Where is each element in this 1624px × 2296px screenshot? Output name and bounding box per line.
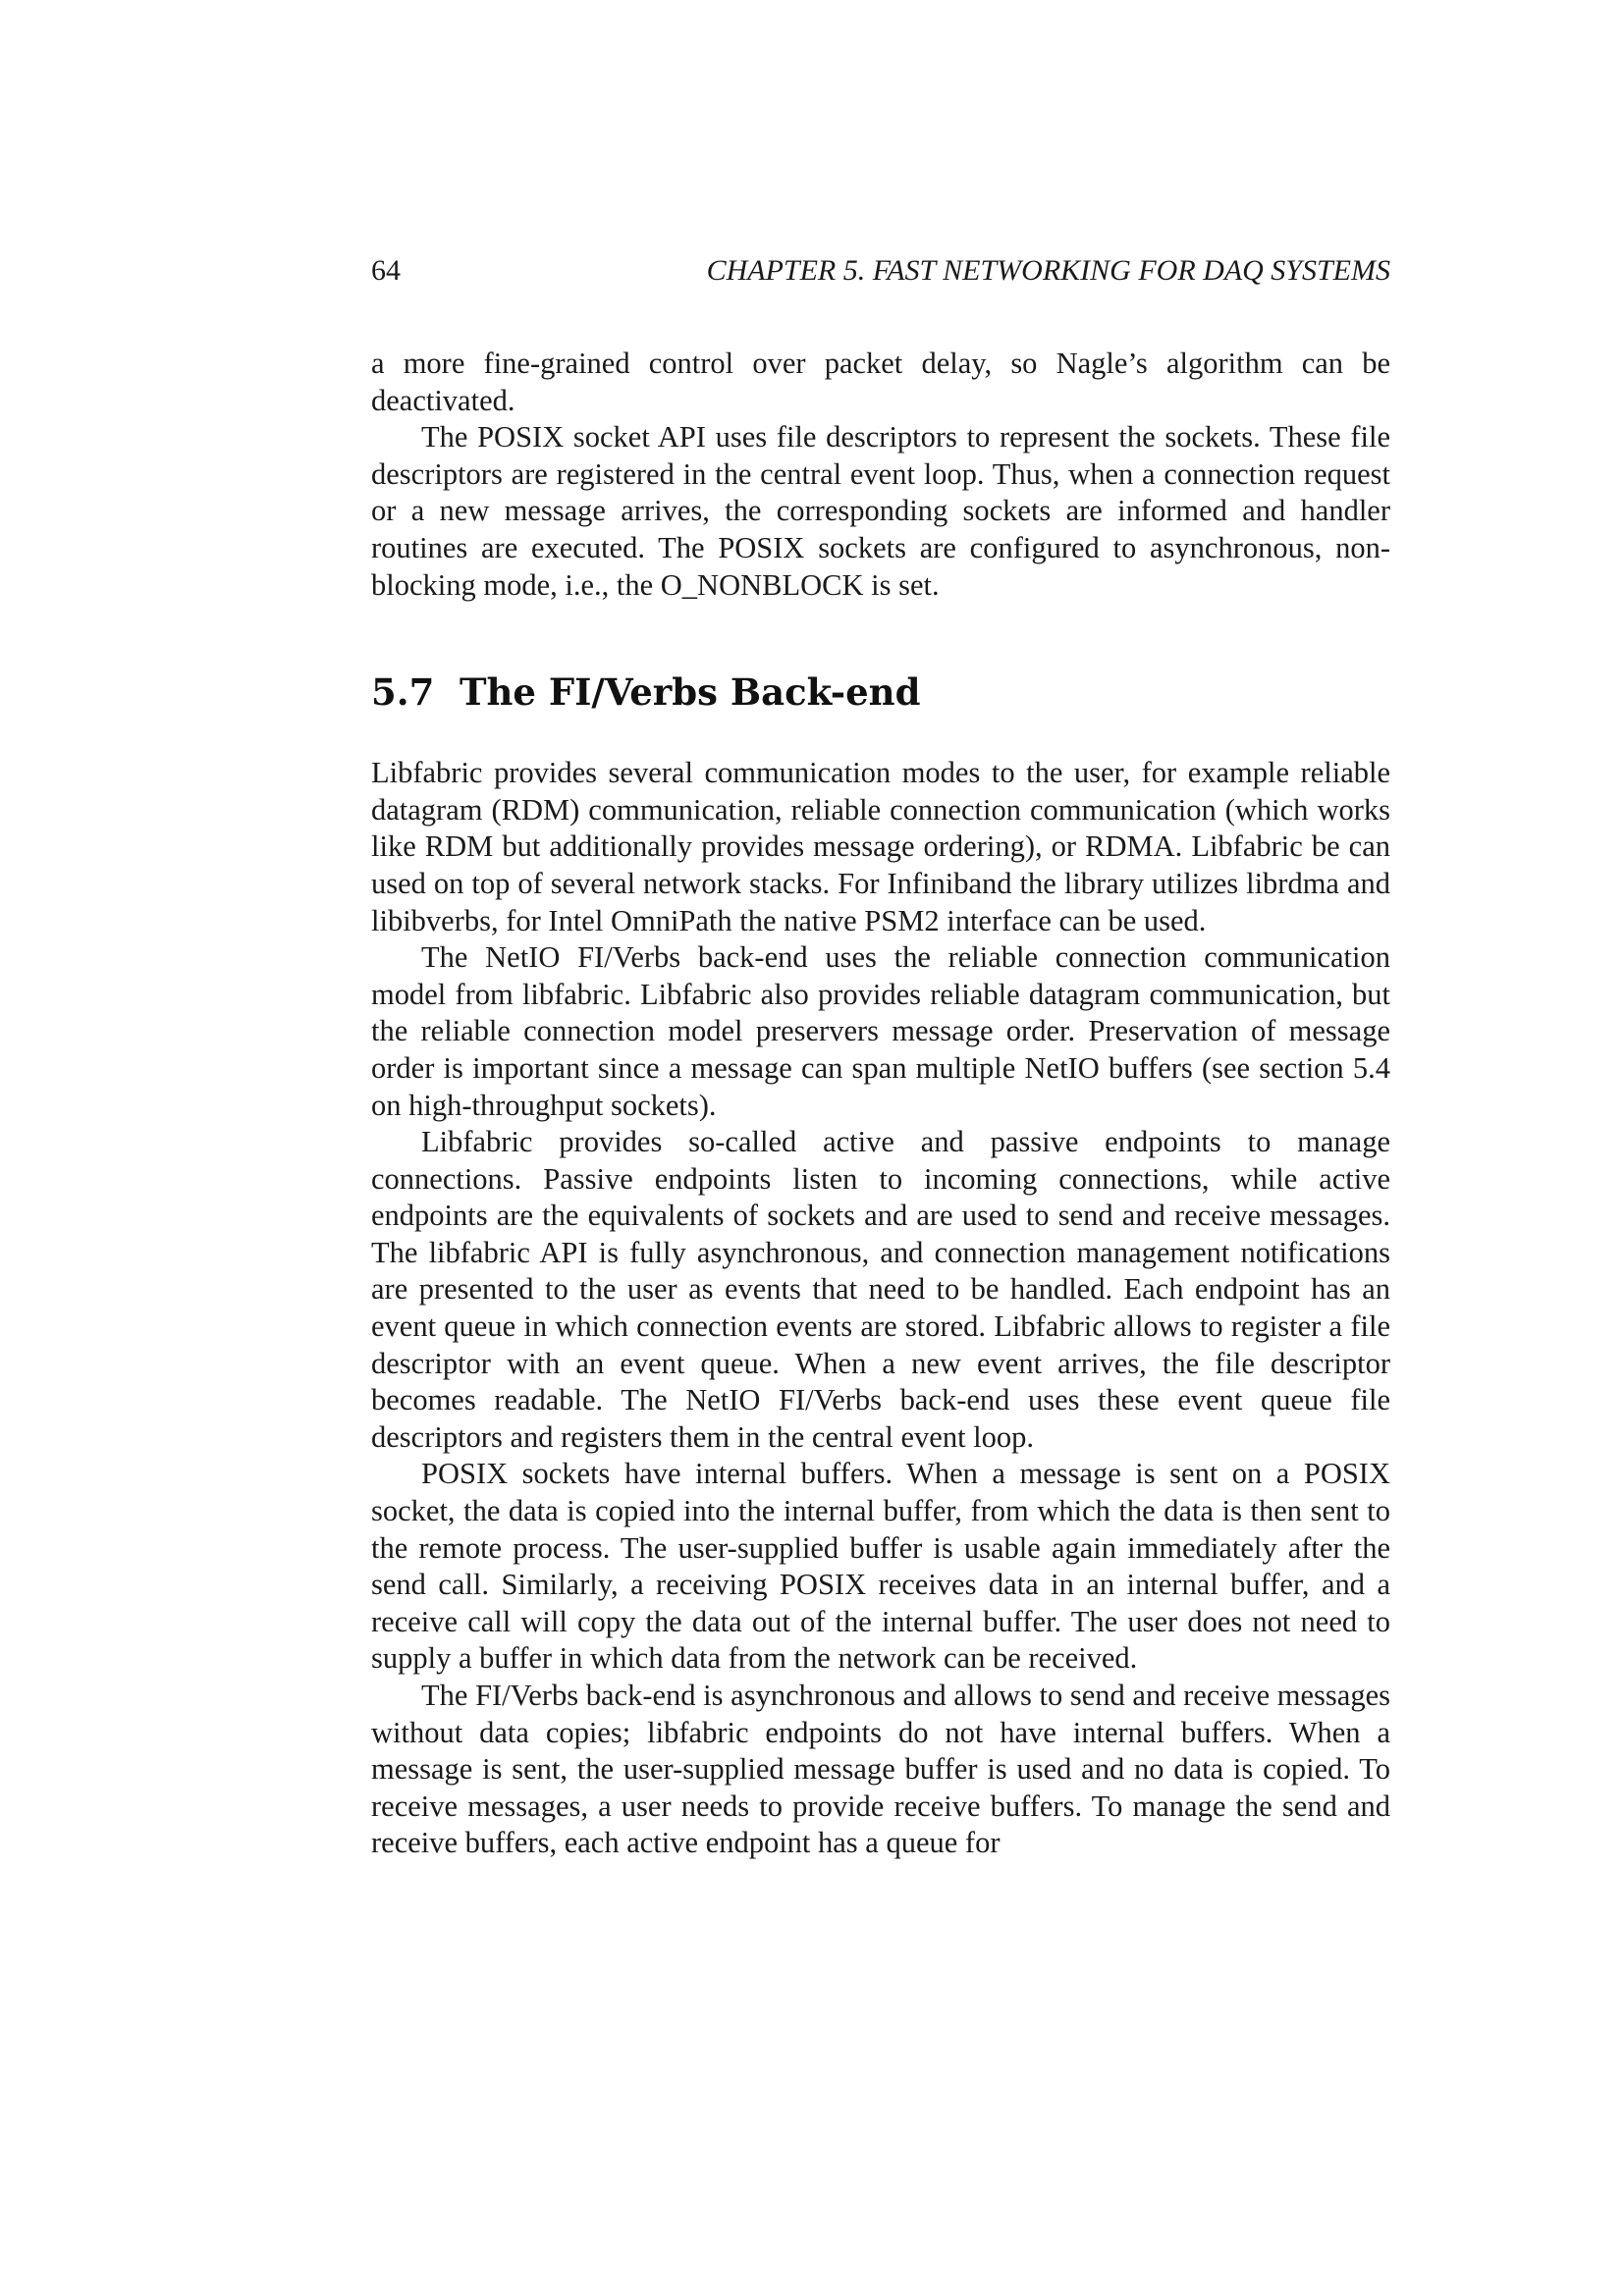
main-text — [371, 346, 1390, 1862]
paragraph: The POSIX socket API uses file descriptors to represent the sockets. These file descriptors are registered in the central event loop. Thus, when a connection request or a new message arrives, the corresponding sockets are informed and handler routines are executed. The POSIX sockets are configured to asynchronous, non-blocking mode, i.e., the O_NONBLOCK is set. — [371, 420, 1390, 602]
paragraph: The NetIO FI/Verbs back-end uses the reliable connection communication model from libfabric. Libfabric also provides reliable datagram communication, but the reliable connection model preservers message order. Preservation of message order is important since a message can span multiple NetIO buffers (see section 5.4 on high-throughput sockets). — [371, 940, 1390, 1122]
section-title: The FI/Verbs Back-end — [460, 670, 921, 715]
paragraph: The FI/Verbs back-end is asynchronous and allows to send and receive messages without data copies; libfabric endpoints do not have internal buffers. When a message is sent, the user-supplied message buffer is used and no data is copied. To receive messages, a user needs to provide receive buffers. To manage the send and receive buffers, each active endpoint has a queue for — [371, 1679, 1390, 1860]
paragraph: a more fine-grained control over packet delay, so Nagle’s algorithm can be deactivated. — [371, 347, 1390, 417]
section-number: 5.7 — [371, 670, 435, 715]
section-heading — [371, 668, 1390, 716]
paragraph: POSIX sockets have internal buffers. When a message is sent on a POSIX socket, the data is copied into the internal buffer, from which the data is then sent to the remote process. The user-supplied buffer is usable again immediately after the send call. Similarly, a receiving POSIX receives data in an internal buffer, and a receive call will copy the data out of the internal buffer. The user does not need to supply a buffer in which data from the network can be received. — [371, 1457, 1390, 1676]
paragraph: Libfabric provides several communication modes to the user, for example reliable datagram (RDM) communication, reliable connection communication (which works like RDM but additionally provides message ordering), or RDMA. Libfabric be can used on top of several network stacks. For Infiniband the library utilizes librdma and libibverbs, for Intel OmniPath the native PSM2 interface can be used. — [371, 756, 1390, 937]
paragraph: Libfabric provides so-called active and passive endpoints to manage connections. Passive endpoints listen to incoming connections, while active endpoints are the equivalents of sockets and are used to send and receive messages. The libfabric API is fully asynchronous, and connection management notifications are presented to the user as events that need to be handled. Each endpoint has an event queue in which connection events are stored. Libfabric allows to register a file descriptor with an event queue. When a new event arrives, the file descriptor becomes readable. The NetIO FI/Verbs back-end uses these event queue file descriptors and registers them in the central event loop. — [371, 1125, 1390, 1454]
running-header — [371, 249, 1390, 293]
chapter-title: CHAPTER 5. FAST NETWORKING FOR DAQ SYSTEMS — [706, 254, 1390, 287]
page-number: 64 — [371, 254, 401, 287]
